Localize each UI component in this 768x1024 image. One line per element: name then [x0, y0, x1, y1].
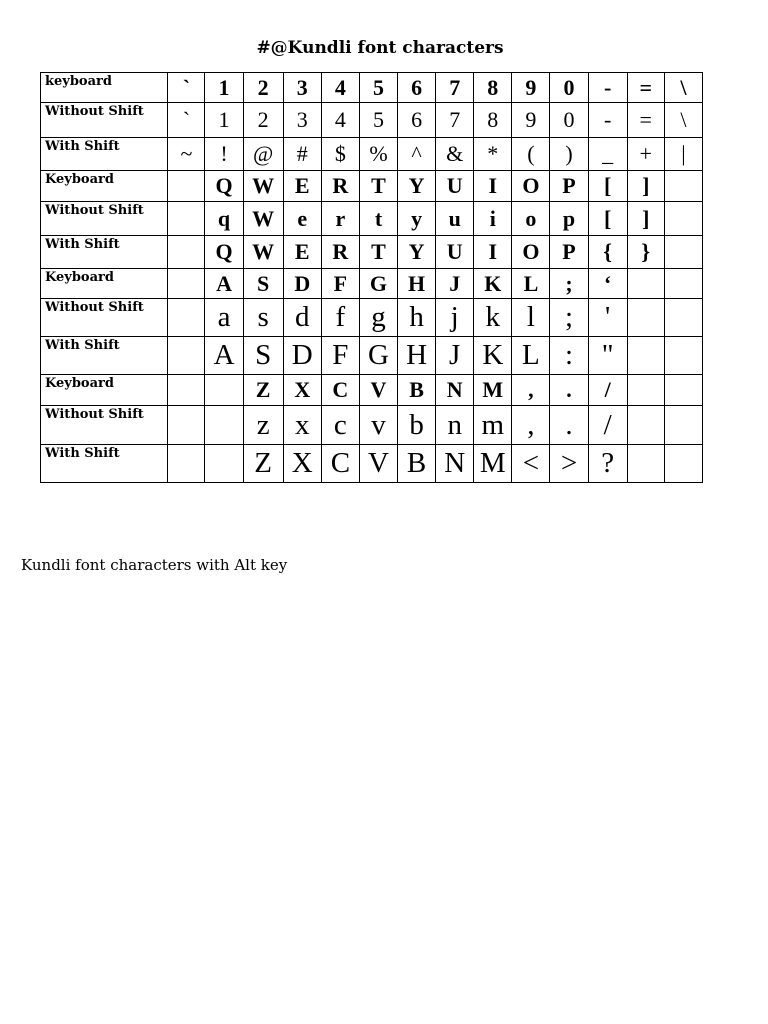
character-cell: Z: [243, 445, 283, 483]
character-cell: s: [243, 299, 283, 337]
character-cell: .: [550, 406, 588, 445]
character-cell: P: [550, 236, 588, 269]
row-label: Keyboard: [41, 375, 168, 406]
character-cell: Y: [398, 236, 436, 269]
character-cell: \: [664, 73, 702, 103]
character-cell: /: [588, 406, 627, 445]
character-cell: [205, 445, 243, 483]
character-cell: P: [550, 171, 588, 202]
character-cell: E: [283, 236, 321, 269]
character-cell: *: [474, 138, 512, 171]
character-cell: [168, 299, 205, 337]
character-cell: ?: [588, 445, 627, 483]
row-label: With Shift: [41, 337, 168, 375]
character-cell: B: [398, 375, 436, 406]
character-cell: Y: [398, 171, 436, 202]
row-label: With Shift: [41, 445, 168, 483]
character-cell: [168, 337, 205, 375]
character-cell: @: [243, 138, 283, 171]
character-cell: 1: [205, 103, 243, 138]
character-cell: 0: [550, 103, 588, 138]
character-cell: ‘: [588, 269, 627, 299]
character-cell: ,: [512, 375, 550, 406]
row-label: Keyboard: [41, 269, 168, 299]
character-cell: [627, 337, 664, 375]
row-label: Keyboard: [41, 171, 168, 202]
character-cell: I: [474, 236, 512, 269]
character-cell: V: [359, 375, 397, 406]
character-cell: G: [359, 337, 397, 375]
character-cell: C: [321, 445, 359, 483]
character-cell: [664, 337, 702, 375]
table-row: [41, 73, 703, 103]
character-cell: D: [283, 269, 321, 299]
character-cell: }: [627, 236, 664, 269]
character-cell: #: [283, 138, 321, 171]
table-row: [41, 406, 703, 445]
character-cell: M: [474, 375, 512, 406]
character-cell: .: [550, 375, 588, 406]
character-cell: [627, 299, 664, 337]
character-cell: [168, 375, 205, 406]
character-cell: 1: [205, 73, 243, 103]
character-cell: H: [398, 337, 436, 375]
character-cell: K: [474, 269, 512, 299]
character-cell: W: [243, 202, 283, 236]
character-cell: [: [588, 171, 627, 202]
character-cell: v: [359, 406, 397, 445]
character-cell: -: [588, 103, 627, 138]
character-cell: C: [321, 375, 359, 406]
character-cell: [664, 375, 702, 406]
character-cell: `: [168, 73, 205, 103]
character-cell: =: [627, 73, 664, 103]
character-cell: 3: [283, 73, 321, 103]
character-cell: [664, 171, 702, 202]
page-title: #@Kundli font characters: [256, 38, 504, 58]
character-cell: F: [321, 269, 359, 299]
character-cell: 7: [436, 103, 474, 138]
character-cell: M: [474, 445, 512, 483]
character-cell: e: [283, 202, 321, 236]
character-cell: [664, 202, 702, 236]
character-cell: Q: [205, 236, 243, 269]
character-cell: A: [205, 269, 243, 299]
row-label: Without Shift: [41, 406, 168, 445]
character-cell: b: [398, 406, 436, 445]
character-cell: 4: [321, 103, 359, 138]
character-cell: %: [359, 138, 397, 171]
character-cell: u: [436, 202, 474, 236]
character-cell: t: [359, 202, 397, 236]
character-cell: f: [321, 299, 359, 337]
character-cell: x: [283, 406, 321, 445]
character-cell: [: [588, 202, 627, 236]
table-row: [41, 269, 703, 299]
character-cell: g: [359, 299, 397, 337]
table-row: [41, 103, 703, 138]
character-cell: W: [243, 236, 283, 269]
character-cell: D: [283, 337, 321, 375]
character-cell: [664, 406, 702, 445]
character-cell: <: [512, 445, 550, 483]
character-cell: O: [512, 171, 550, 202]
character-cell: [664, 445, 702, 483]
character-cell: A: [205, 337, 243, 375]
character-cell: z: [243, 406, 283, 445]
character-cell: I: [474, 171, 512, 202]
character-cell: B: [398, 445, 436, 483]
character-cell: &: [436, 138, 474, 171]
character-cell: G: [359, 269, 397, 299]
character-cell: k: [474, 299, 512, 337]
character-cell: 3: [283, 103, 321, 138]
character-cell: i: [474, 202, 512, 236]
character-cell: V: [359, 445, 397, 483]
character-cell: a: [205, 299, 243, 337]
character-cell: U: [436, 236, 474, 269]
character-cell: p: [550, 202, 588, 236]
character-cell: ,: [512, 406, 550, 445]
character-cell: K: [474, 337, 512, 375]
character-cell: |: [664, 138, 702, 171]
character-cell: X: [283, 375, 321, 406]
character-cell: R: [321, 236, 359, 269]
character-cell: F: [321, 337, 359, 375]
character-cell: y: [398, 202, 436, 236]
character-cell: ;: [550, 299, 588, 337]
character-cell: [664, 236, 702, 269]
character-cell: l: [512, 299, 550, 337]
table-row: [41, 236, 703, 269]
character-cell: d: [283, 299, 321, 337]
character-cell: `: [168, 103, 205, 138]
character-cell: [168, 406, 205, 445]
character-cell: 6: [398, 73, 436, 103]
character-cell: 2: [243, 103, 283, 138]
character-cell: ^: [398, 138, 436, 171]
character-cell: /: [588, 375, 627, 406]
character-cell: S: [243, 337, 283, 375]
character-cell: [627, 406, 664, 445]
character-cell: 9: [512, 73, 550, 103]
character-cell: ]: [627, 171, 664, 202]
character-cell: [664, 269, 702, 299]
row-label: With Shift: [41, 236, 168, 269]
character-cell: [627, 445, 664, 483]
character-cell: Q: [205, 171, 243, 202]
character-cell: N: [436, 375, 474, 406]
character-cell: [664, 299, 702, 337]
character-cell: 9: [512, 103, 550, 138]
row-label: With Shift: [41, 138, 168, 171]
table-row: [41, 375, 703, 406]
table-row: [41, 202, 703, 236]
character-cell: [168, 445, 205, 483]
character-cell: =: [627, 103, 664, 138]
character-cell: S: [243, 269, 283, 299]
character-cell: Z: [243, 375, 283, 406]
character-cell: ;: [550, 269, 588, 299]
character-cell: L: [512, 269, 550, 299]
character-cell: [168, 171, 205, 202]
character-cell: \: [664, 103, 702, 138]
character-cell: 6: [398, 103, 436, 138]
character-cell: -: [588, 73, 627, 103]
character-cell: c: [321, 406, 359, 445]
character-cell: 8: [474, 73, 512, 103]
character-cell: (: [512, 138, 550, 171]
character-cell: R: [321, 171, 359, 202]
table-row: [41, 138, 703, 171]
table-row: [41, 445, 703, 483]
character-cell: N: [436, 445, 474, 483]
row-label: Without Shift: [41, 299, 168, 337]
row-label: Without Shift: [41, 103, 168, 138]
character-cell: X: [283, 445, 321, 483]
kundli-character-table: [40, 72, 703, 483]
character-cell: ]: [627, 202, 664, 236]
table-row: [41, 299, 703, 337]
character-cell: o: [512, 202, 550, 236]
character-cell: {: [588, 236, 627, 269]
character-cell: ": [588, 337, 627, 375]
character-cell: r: [321, 202, 359, 236]
row-label: Without Shift: [41, 202, 168, 236]
character-cell: H: [398, 269, 436, 299]
character-cell: ': [588, 299, 627, 337]
character-cell: [205, 375, 243, 406]
character-cell: j: [436, 299, 474, 337]
character-cell: 2: [243, 73, 283, 103]
character-cell: >: [550, 445, 588, 483]
character-cell: [168, 202, 205, 236]
character-cell: 8: [474, 103, 512, 138]
character-cell: W: [243, 171, 283, 202]
character-cell: J: [436, 269, 474, 299]
alt-key-heading: Kundli font characters with Alt key: [21, 556, 288, 574]
character-cell: h: [398, 299, 436, 337]
character-cell: O: [512, 236, 550, 269]
character-cell: $: [321, 138, 359, 171]
character-cell: n: [436, 406, 474, 445]
character-cell: ~: [168, 138, 205, 171]
character-cell: q: [205, 202, 243, 236]
character-cell: !: [205, 138, 243, 171]
table-row: [41, 337, 703, 375]
character-cell: +: [627, 138, 664, 171]
character-cell: T: [359, 171, 397, 202]
character-cell: T: [359, 236, 397, 269]
character-cell: L: [512, 337, 550, 375]
character-cell: m: [474, 406, 512, 445]
character-cell: [168, 236, 205, 269]
character-cell: ): [550, 138, 588, 171]
character-cell: _: [588, 138, 627, 171]
character-cell: [168, 269, 205, 299]
character-cell: U: [436, 171, 474, 202]
table-row: [41, 171, 703, 202]
character-cell: J: [436, 337, 474, 375]
character-cell: 5: [359, 103, 397, 138]
character-cell: :: [550, 337, 588, 375]
character-cell: 5: [359, 73, 397, 103]
character-cell: [627, 375, 664, 406]
character-cell: [205, 406, 243, 445]
character-cell: [627, 269, 664, 299]
character-cell: 4: [321, 73, 359, 103]
row-label: keyboard: [41, 73, 168, 103]
character-cell: 7: [436, 73, 474, 103]
character-cell: E: [283, 171, 321, 202]
character-cell: 0: [550, 73, 588, 103]
